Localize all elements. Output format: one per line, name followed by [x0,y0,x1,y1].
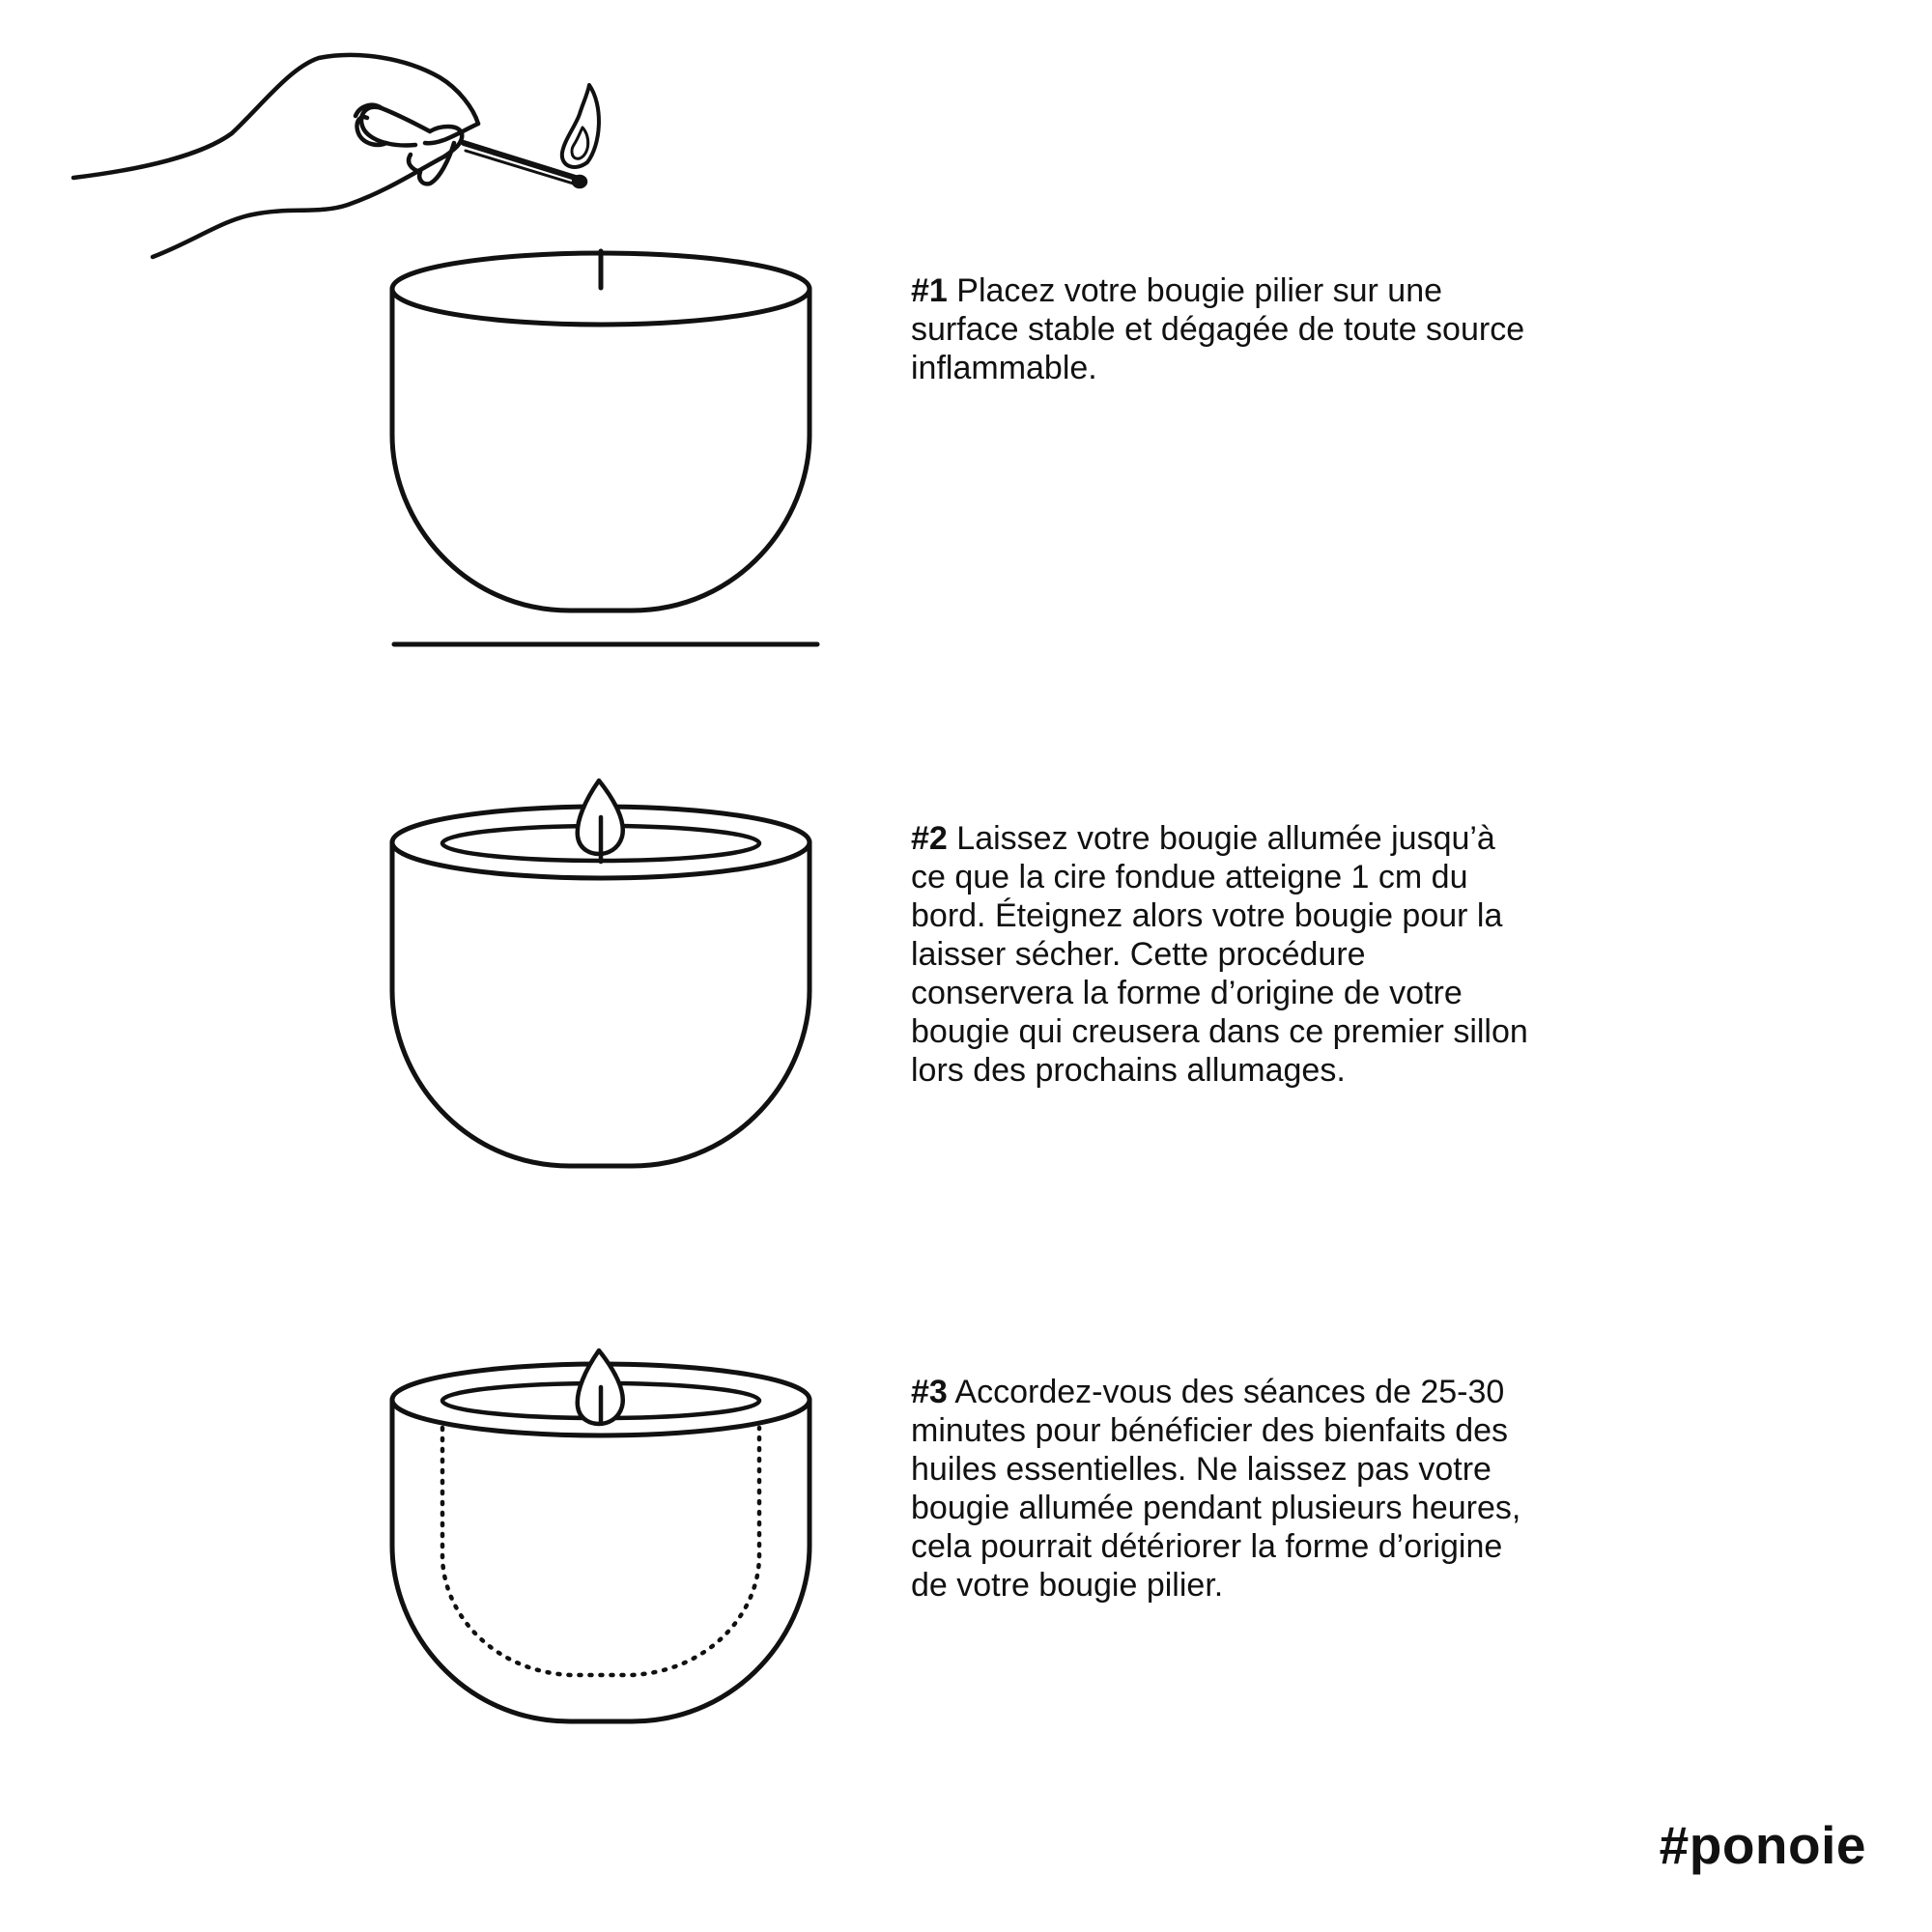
step-3-description: Accordez-vous des séances de 25-30 minutes pour bénéficier des bienfaits des huiles essentielles. Ne laissez pas votre bougie allumée pendant plusieurs heures, cela pourrait détériorer la forme d’origine de votre bougie pilier. [911,1374,1521,1604]
step-2-description: Laissez votre bougie allumée jusqu’à ce que la cire fondue atteigne 1 cm du bord. Éteignez alors votre bougie pour la laisser sécher. Cette procédure conservera la forme d’origine de votre bougie qui creusera dans ce premier sillon lors des prochains allumages. [911,820,1528,1089]
step-1-description: Placez votre bougie pilier sur une surface stable et dégagée de toute source inflammable. [911,272,1525,386]
unlit-candle-bowl-icon [392,251,817,644]
lit-candle-bowl-icon [392,781,810,1166]
step-1-text [911,271,1529,387]
step-3-number: #3 [911,1374,948,1410]
brand-hashtag: #ponoie [1659,1815,1866,1875]
step-1-number: #1 [911,272,948,309]
hand-with-match-icon [73,55,599,257]
step-3-text [911,1373,1529,1605]
lit-candle-bowl-melt-pool-icon [392,1350,810,1721]
step-2-text [911,819,1529,1090]
step-2-number: #2 [911,820,948,857]
